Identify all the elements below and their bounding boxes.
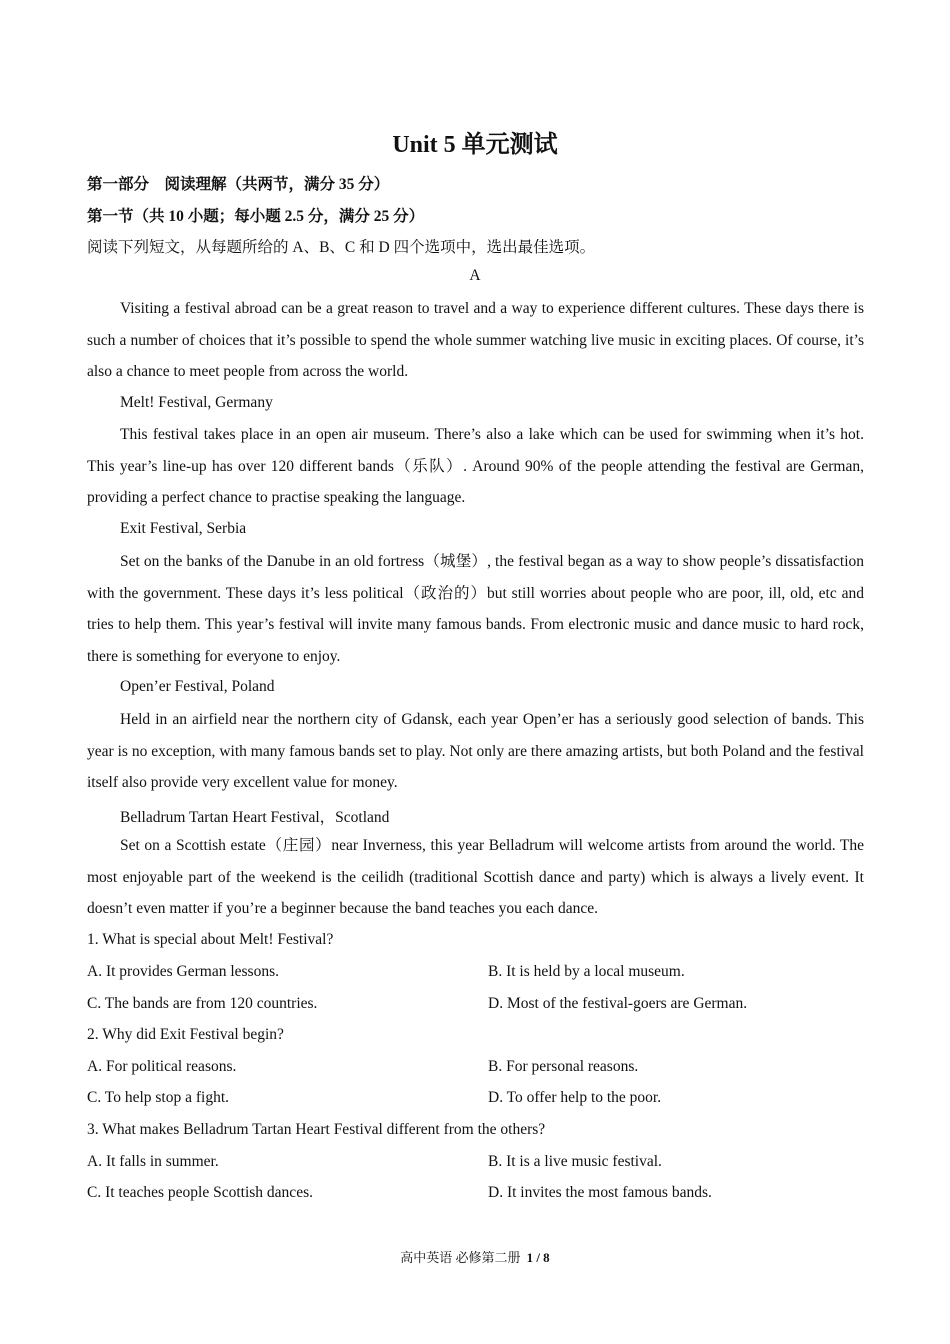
answer-option: B. It is a live music festival.	[488, 1153, 662, 1170]
question-stem: 3. What makes Belladrum Tartan Heart Festival different from the others?	[87, 1121, 546, 1138]
festival-heading: Belladrum Tartan Heart Festival，Scotland	[120, 809, 390, 826]
answer-option: C. To help stop a fight.	[87, 1089, 229, 1106]
answer-option: D. To offer help to the poor.	[488, 1089, 662, 1106]
answer-option: C. The bands are from 120 countries.	[87, 995, 318, 1012]
festival-paragraph: Held in an airfield near the northern city of Gdansk, each year Open’er has a seriously good selection of bands. This year is no exception, with many famous bands set to play. Not only are there amazing artists, but both Poland and the festival itself also provide very excellent value for money.	[87, 711, 864, 792]
answer-option: D. Most of the festival-goers are German.	[488, 995, 748, 1012]
festival-paragraph: Set on the banks of the Danube in an old fortress（城堡）, the festival began as a way to show people’s dissatisfaction with the government. These days it’s less political（政治的）but still worries about people who are poor, ill, old, etc and tries to help them. This year’s festival will invite many famous bands. From electronic music and dance music to hard rock, there is something for everyone to enjoy.	[87, 553, 864, 665]
question-stem: 1. What is special about Melt! Festival?	[87, 931, 334, 948]
answer-option: A. For political reasons.	[87, 1058, 237, 1075]
answer-option: A. It provides German lessons.	[87, 963, 279, 980]
answer-option: B. It is held by a local museum.	[488, 963, 685, 980]
festival-heading: Open’er Festival, Poland	[120, 678, 275, 695]
festival-heading: Exit Festival, Serbia	[120, 520, 247, 537]
answer-option: D. It invites the most famous bands.	[488, 1184, 712, 1201]
festival-heading: Melt! Festival, Germany	[120, 394, 273, 411]
festival-paragraph: This festival takes place in an open air museum. There’s also a lake which can be used for swimming when it’s hot. This year’s line-up has over 120 different bands（乐队）. Around 90% of the people attending the festival are German, providing a perfect chance to practise speaking the language.	[87, 426, 864, 507]
page-number: 1 / 8	[526, 1250, 550, 1265]
page-footer	[0, 1247, 950, 1266]
instruction-text: 阅读下列短文，从每题所给的 A、B、C 和 D 四个选项中，选出最佳选项。	[87, 239, 596, 256]
festival-paragraph: Set on a Scottish estate（庄园）near Inverness, this year Belladrum will welcome artists from around the world. The most enjoyable part of the weekend is the ceilidh (traditional Scottish dance and party) which is always a lively event. It doesn’t even matter if you’re a beginner because the band teaches you each dance.	[87, 837, 864, 918]
passage-label: A	[469, 267, 481, 284]
answer-option: B. For personal reasons.	[488, 1058, 639, 1075]
question-stem: 2. Why did Exit Festival begin?	[87, 1026, 284, 1043]
intro-paragraph: Visiting a festival abroad can be a great reason to travel and a way to experience different cultures. These days there is such a number of choices that it’s possible to spend the whole summer watching live music in exciting places. Of course, it’s also a chance to meet people from across the world.	[87, 300, 864, 381]
answer-option: A. It falls in summer.	[87, 1153, 219, 1170]
section-heading: 第一节（共 10 小题；每小题 2.5 分，满分 25 分）	[87, 208, 425, 225]
page-title: Unit 5 单元测试	[392, 132, 558, 158]
footer-text: 高中英语 必修第二册	[400, 1250, 521, 1265]
part-heading: 第一部分 阅读理解（共两节，满分 35 分）	[87, 176, 390, 193]
answer-option: C. It teaches people Scottish dances.	[87, 1184, 313, 1201]
